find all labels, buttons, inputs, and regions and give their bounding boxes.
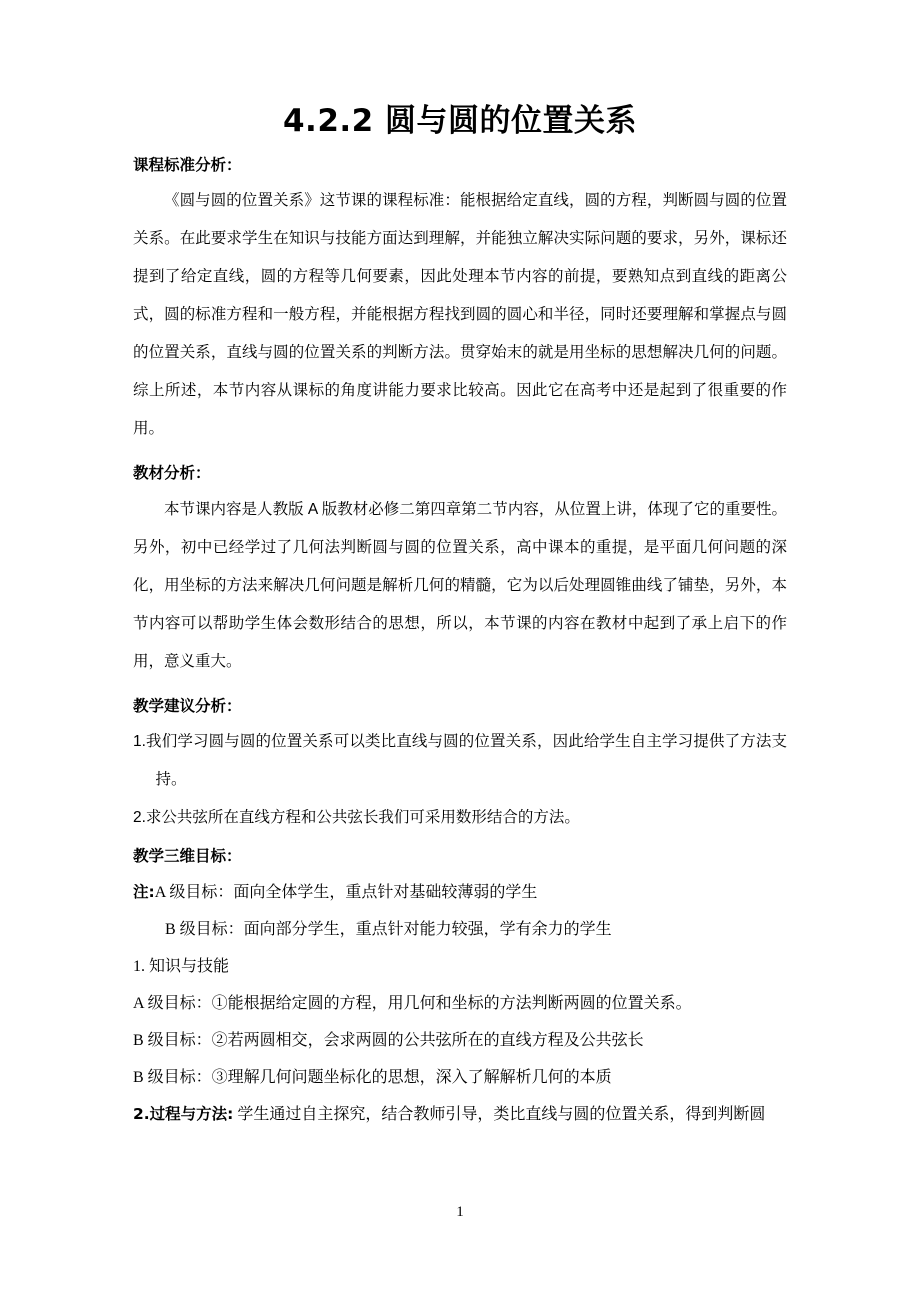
page-number: 1 [456, 1204, 464, 1220]
teaching-suggestion-item-1: 1.我们学习圆与圆的位置关系可以类比直线与圆的位置关系，因此给学生自主学习提供了方法支持。 [133, 733, 787, 789]
heading-three-dimensional-goals: 教学三维目标： [133, 847, 242, 866]
note-a-text: A 级目标：面向全体学生，重点针对基础较薄弱的学生 [154, 883, 538, 901]
teaching-suggestion-item-2: 2.求公共弦所在直线方程和公共弦长我们可采用数形结合的方法。 [133, 809, 580, 827]
goal-subsection-2 [133, 1096, 787, 1133]
paragraph-textbook-analysis: 本节课内容是人教版 A 版教材必修二第四章第二节内容，从位置上讲，体现了它的重要性。另外，初中已经学过了几何法判断圆与圆的位置关系，高中课本的重提，是平面几何问题的深化，用坐标的方法来解决几何问题是解析几何的精髓，它为以后处理圆锥曲线了铺垫，另外，本节内容可以帮助学生体会数形结合的思想，所以，本节课的内容在教材中起到了承上启下的作用，意义重大。 [133, 500, 787, 670]
document-body [133, 0, 787, 1133]
goal-note-b: B 级目标：面向部分学生，重点针对能力较强，学有余力的学生 [165, 920, 612, 938]
heading-textbook-analysis: 教材分析： [133, 464, 211, 483]
goal-b-level-3: B 级目标：③理解几何问题坐标化的思想，深入了解解析几何的本质 [133, 1068, 612, 1086]
page-title: 4.2.2 圆与圆的位置关系 [282, 103, 638, 139]
paragraph-curriculum-standard: 《圆与圆的位置关系》这节课的课程标准：能根据给定直线，圆的方程，判断圆与圆的位置关系。在此要求学生在知识与技能方面达到理解，并能独立解决实际问题的要求，另外，课标还提到了给定直线，圆的方程等几何要素，因此处理本节内容的前提，要熟知点到直线的距离公式，圆的标准方程和一般方程，并能根据方程找到圆的圆心和半径，同时还要理解和掌握点与圆的位置关系，直线与圆的位置关系的判断方法。贯穿始末的就是用坐标的思想解决几何的问题。综上所述，本节内容从课标的角度讲能力要求比较高。因此它在高考中还是起到了很重要的作用。 [133, 192, 787, 438]
heading-teaching-suggestions: 教学建议分析： [133, 696, 242, 715]
goal-b-level-2: B 级目标：②若两圆相交，会求两圆的公共弦所在的直线方程及公共弦长 [133, 1031, 644, 1049]
heading-curriculum-standard: 课程标准分析： [133, 155, 242, 174]
goal-a-level-1: A 级目标：①能根据给定圆的方程，用几何和坐标的方法判断两圆的位置关系。 [133, 994, 692, 1012]
goal-subsection-1: 1. 知识与技能 [133, 957, 230, 975]
goal-note-a [133, 874, 787, 911]
goal-subsection-2-text: 学生通过自主探究，结合教师引导，类比直线与圆的位置关系，得到判断圆 [233, 1105, 766, 1123]
note-label: 注: [133, 882, 155, 901]
goal-subsection-2-label: 2.过程与方法: [133, 1104, 234, 1123]
